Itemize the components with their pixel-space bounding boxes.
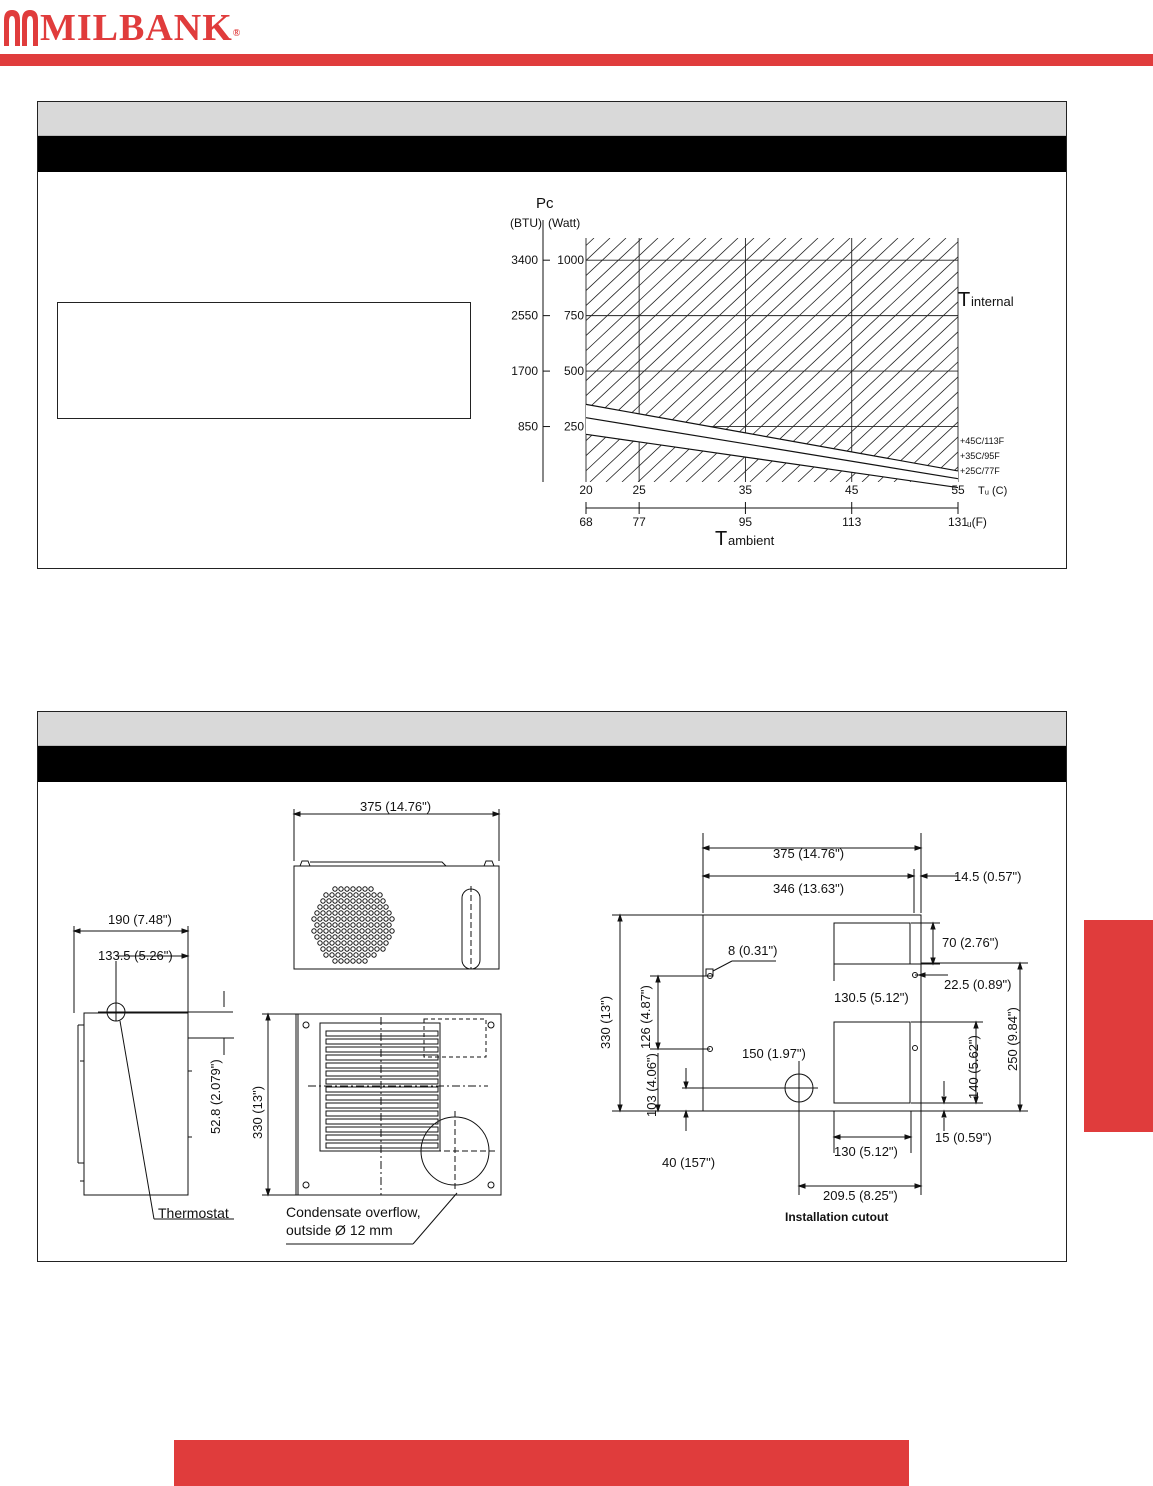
hatch-line [798, 238, 1050, 482]
grille-hole [318, 929, 322, 933]
grille-hole [345, 911, 349, 915]
fin [326, 1127, 438, 1132]
fin [326, 1087, 438, 1092]
grille-hole [363, 887, 367, 891]
grille-hole [360, 953, 364, 957]
grille-hole [330, 893, 334, 897]
hatch-line [490, 238, 658, 482]
grille-hole [315, 935, 319, 939]
grille-hole [321, 935, 325, 939]
grille-hole [348, 953, 352, 957]
registered-mark: ® [232, 28, 242, 39]
cooling-fins [326, 1031, 438, 1148]
grille-hole [345, 935, 349, 939]
grille-hole [348, 893, 352, 897]
cutout-dim-22-5: 22.5 (0.89") [944, 977, 1012, 992]
grille-hole [357, 959, 361, 963]
grille-hole [330, 917, 334, 921]
grille-hole [333, 899, 337, 903]
performance-panel-header [38, 102, 1066, 136]
grille-hole [363, 935, 367, 939]
grille-hole [321, 899, 325, 903]
grille-hole [330, 905, 334, 909]
grille-hole [387, 935, 391, 939]
side-offset-dim: 133.5 (5.26") [98, 948, 173, 963]
grille-hole [312, 917, 316, 921]
grille-hole [333, 923, 337, 927]
fin [326, 1135, 438, 1140]
y-tick-label-watt: 1000 [557, 253, 584, 268]
condensate-label-2: outside Ø 12 mm [286, 1222, 393, 1238]
grille-hole [336, 953, 340, 957]
grille-hole [372, 941, 376, 945]
cutout-dim-14-5: 14.5 (0.57") [954, 869, 1022, 884]
y-label-btu: (BTU) [510, 216, 542, 230]
hatch-line [490, 238, 626, 482]
grille-hole [348, 917, 352, 921]
grille-hole [327, 899, 331, 903]
cutout-dim-15: 15 (0.59") [935, 1130, 992, 1145]
grille-hole [375, 923, 379, 927]
grille-hole [342, 893, 346, 897]
x-tick-label-f: 95 [738, 515, 753, 529]
fin [326, 1119, 438, 1124]
cutout-dim-40: 40 (157") [662, 1155, 716, 1170]
grille-hole [369, 899, 373, 903]
grille-hole [369, 887, 373, 891]
performance-panel-title-bar [38, 136, 1066, 172]
grille-hole [378, 905, 382, 909]
cutout-dim-140: 140 (5.62") [966, 1035, 981, 1099]
grille-hole [387, 923, 391, 927]
footer-bar [174, 1440, 909, 1486]
grille-hole [360, 929, 364, 933]
hatch-line [830, 238, 1050, 482]
x-tick-label-c: 35 [738, 483, 753, 497]
hatch-line [490, 238, 578, 482]
grille-hole [312, 929, 316, 933]
grille-hole [366, 929, 370, 933]
y-tick-label-watt: 250 [563, 419, 584, 434]
grille-hole [372, 893, 376, 897]
series-labels [960, 436, 1005, 476]
dimensions-panel-title-bar [38, 746, 1066, 782]
series-title-sub: internal [971, 294, 1014, 309]
grille-hole [381, 923, 385, 927]
grille-hole [372, 929, 376, 933]
grille-hole [342, 905, 346, 909]
grille-hole [342, 929, 346, 933]
y-tick-label-btu: 1700 [511, 364, 538, 379]
grille-hole [339, 911, 343, 915]
cutout-dim-346: 346 (13.63") [773, 881, 845, 896]
y-tick-label-watt: 500 [563, 364, 584, 379]
grille-hole [333, 947, 337, 951]
grille-hole [384, 917, 388, 921]
grille-hole [363, 959, 367, 963]
grille-hole [351, 959, 355, 963]
grille-hole [360, 893, 364, 897]
grille-hole [351, 947, 355, 951]
grille-hole [366, 893, 370, 897]
hatch-line [862, 238, 1050, 482]
grille-hole [333, 911, 337, 915]
fin [326, 1055, 438, 1060]
fin [326, 1071, 438, 1076]
y-tick-label-btu: 2550 [511, 308, 538, 323]
grille-hole [357, 911, 361, 915]
grille-hole [351, 911, 355, 915]
grille-hole [354, 929, 358, 933]
grille-hole [336, 905, 340, 909]
grille-hole [384, 905, 388, 909]
x-tick-labels [579, 483, 968, 529]
top-width-dim: 375 (14.76") [360, 799, 432, 814]
grille-hole [381, 947, 385, 951]
grille-hole [363, 947, 367, 951]
grille-hole [339, 923, 343, 927]
grille-hole [345, 947, 349, 951]
fin [326, 1031, 438, 1036]
hatch-line [490, 238, 594, 482]
x-tick-label-f: 68 [579, 515, 593, 529]
side-width-dim: 190 (7.48") [108, 912, 172, 927]
grille-hole [315, 911, 319, 915]
grille-hole [354, 905, 358, 909]
performance-chart [490, 180, 1050, 560]
cutout-dim-126: 126 (4.87") [638, 985, 653, 1049]
grille-hole [333, 887, 337, 891]
y-label-watt: (Watt) [548, 216, 581, 230]
grille-hole [330, 929, 334, 933]
grille-hole [339, 887, 343, 891]
grille-hole [336, 917, 340, 921]
grille-hole [354, 941, 358, 945]
grille-hole [363, 911, 367, 915]
grille-hole [327, 947, 331, 951]
x-unit-fahrenheit: ᵤ(F) [967, 515, 987, 529]
hatch-line [490, 238, 674, 482]
grille-hole [321, 947, 325, 951]
x-tick-label-f: 77 [632, 515, 646, 529]
grille-hole [372, 905, 376, 909]
grille-hole [321, 911, 325, 915]
series-label: +45C/113F [960, 436, 1005, 446]
grille-hole [336, 929, 340, 933]
fin [326, 1063, 438, 1068]
grille-hole [324, 929, 328, 933]
y-tick-labels [511, 253, 584, 433]
grille-hole [351, 935, 355, 939]
grille-hole [360, 941, 364, 945]
fin [326, 1111, 438, 1116]
grille-hole [327, 911, 331, 915]
series-title: T [958, 289, 971, 311]
grille-hole [369, 923, 373, 927]
hatch-line [490, 238, 546, 482]
grille-hole [378, 893, 382, 897]
hatch-line [490, 238, 562, 482]
grille-hole [336, 941, 340, 945]
grille-hole [339, 899, 343, 903]
x-label: T [715, 528, 728, 550]
grille-hole [315, 923, 319, 927]
thermostat-label: Thermostat [158, 1205, 229, 1221]
grille-hole [369, 935, 373, 939]
grille-hole [351, 887, 355, 891]
cutout-dim-70: 70 (2.76") [942, 935, 999, 950]
fin [326, 1103, 438, 1108]
dimension-drawings [38, 781, 1064, 1259]
grille-hole [345, 899, 349, 903]
grille-hole [327, 923, 331, 927]
grille-hole [375, 911, 379, 915]
x-tick-label-c: 45 [845, 483, 859, 497]
grille-hole [390, 929, 394, 933]
grille-hole [384, 941, 388, 945]
grille-hole [330, 941, 334, 945]
grille-hole [366, 953, 370, 957]
grille-hole [357, 923, 361, 927]
cutout-dim-130: 130 (5.12") [834, 1144, 898, 1159]
x-tick-label-f: 113 [842, 515, 862, 529]
fin [326, 1095, 438, 1100]
grille-hole [354, 917, 358, 921]
grille-hole [357, 887, 361, 891]
grille-hole [330, 953, 334, 957]
grille-hole [342, 953, 346, 957]
grille-hole [381, 935, 385, 939]
hatch-line [814, 238, 1050, 482]
side-depth-dim: 52.8 (2.079") [208, 1059, 223, 1134]
grille-hole [384, 929, 388, 933]
grille-hole [369, 911, 373, 915]
grille-hole [354, 893, 358, 897]
grille-hole [318, 917, 322, 921]
cutout-dim-130-5: 130.5 (5.12") [834, 990, 909, 1005]
cutout-dim-330: 330 (13") [598, 995, 613, 1049]
header-bar [0, 54, 1153, 66]
grille-hole [357, 935, 361, 939]
grille-hole [354, 953, 358, 957]
grille-hole [342, 917, 346, 921]
grille-hole [333, 959, 337, 963]
grille-hole [375, 935, 379, 939]
grille-hole [339, 947, 343, 951]
grille-hole [345, 959, 349, 963]
y-tick-label-btu: 3400 [511, 253, 538, 268]
grille-hole [390, 917, 394, 921]
grille-hole [372, 917, 376, 921]
cutout-dim-375: 375 (14.76") [773, 846, 845, 861]
side-tab [1084, 920, 1153, 1132]
x-tick-label-c: 55 [951, 483, 965, 497]
fan-grille [312, 887, 394, 963]
grille-hole [357, 947, 361, 951]
note-box [57, 302, 471, 419]
brand-name: MILBANK® [40, 7, 242, 49]
series-label: +25C/77F [960, 466, 1000, 476]
y-tick-label-btu: 850 [517, 419, 538, 434]
x-tick-label-c: 20 [579, 483, 593, 497]
grille-hole [339, 935, 343, 939]
grille-hole [366, 917, 370, 921]
cutout-dim-150: 150 (1.97") [742, 1046, 806, 1061]
x-tick-label-c: 25 [632, 483, 646, 497]
grille-hole [324, 905, 328, 909]
cutout-dim-209-5: 209.5 (8.25") [823, 1188, 898, 1203]
x-label-sub: ambient [728, 533, 775, 548]
x-tick-label-f: 131 [947, 515, 969, 529]
grille-hole [366, 941, 370, 945]
hatch-line [846, 238, 1050, 482]
grille-hole [345, 923, 349, 927]
cutout-title: Installation cutout [785, 1210, 889, 1224]
grille-hole [348, 929, 352, 933]
grille-hole [348, 905, 352, 909]
cutout-dim-250: 250 (9.84") [1005, 1007, 1020, 1071]
grille-hole [336, 893, 340, 897]
grille-hole [351, 923, 355, 927]
fin [326, 1039, 438, 1044]
fin [326, 1079, 438, 1084]
grille-hole [342, 941, 346, 945]
grille-hole [339, 959, 343, 963]
condensate-label-1: Condensate overflow, [286, 1204, 421, 1220]
grille-hole [357, 899, 361, 903]
fin [326, 1047, 438, 1052]
grille-hole [351, 899, 355, 903]
grille-hole [378, 941, 382, 945]
grille-hole [348, 941, 352, 945]
grille-hole [378, 929, 382, 933]
grille-hole [363, 923, 367, 927]
grille-hole [381, 899, 385, 903]
dimensions-panel-header [38, 712, 1066, 746]
grille-hole [360, 917, 364, 921]
grille-hole [381, 911, 385, 915]
top-view-drawing [294, 809, 499, 969]
grille-hole [345, 887, 349, 891]
grille-hole [321, 923, 325, 927]
cutout-dim-103: 103 (4.06") [644, 1053, 659, 1117]
grille-hole [375, 947, 379, 951]
grille-hole [375, 899, 379, 903]
front-height-dim: 330 (13") [250, 1085, 265, 1139]
grille-hole [360, 905, 364, 909]
grille-hole [387, 911, 391, 915]
grille-hole [333, 935, 337, 939]
grille-hole [324, 917, 328, 921]
cutout-dim-8: 8 (0.31") [728, 943, 778, 958]
series-label: +35C/95F [960, 451, 1000, 461]
grille-hole [318, 905, 322, 909]
x-unit-celsius: Tᵤ (C) [978, 485, 1008, 497]
grille-hole [363, 899, 367, 903]
grille-hole [369, 947, 373, 951]
y-tick-label-watt: 750 [563, 308, 584, 323]
grille-hole [366, 905, 370, 909]
grille-hole [324, 893, 328, 897]
grille-hole [327, 935, 331, 939]
grille-hole [372, 953, 376, 957]
grille-hole [378, 917, 382, 921]
chart-title: Pc [536, 195, 554, 212]
milbank-logo-icon [2, 6, 40, 48]
grille-hole [324, 941, 328, 945]
grille-hole [324, 953, 328, 957]
grille-hole [318, 941, 322, 945]
